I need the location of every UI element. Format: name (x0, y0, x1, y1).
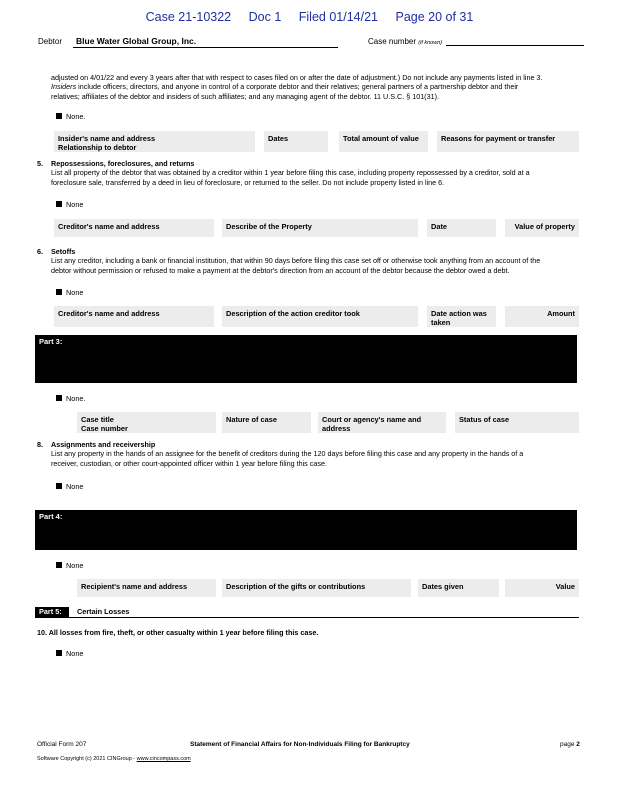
col-amount: Amount (505, 306, 579, 327)
col-insider-name: Insider's name and address Relationship to debtor (54, 131, 255, 152)
section-5-number: 5. (37, 159, 43, 168)
debtor-name: Blue Water Global Group, Inc. (73, 36, 338, 48)
part-3-none-checkbox[interactable]: None. (56, 394, 85, 403)
checkbox-checked-icon (56, 650, 62, 656)
col-date: Date (427, 219, 496, 237)
filed-date: Filed 01/14/21 (298, 10, 378, 24)
part-4-banner: Part 4: (35, 510, 577, 550)
col-action: Description of the action creditor took (222, 306, 418, 327)
col-dates-given: Dates given (418, 579, 499, 597)
section-6: Setoffs List any creditor, including a bank or financial institution, that within 90 days before filing this case set off or otherwise took anything from an account of the debtor without permission or refused to make a payment at the debtor's direction from an account of the debtor because the debtor owed a debt. (51, 247, 541, 275)
court-header (0, 10, 619, 24)
col-date-action: Date action was taken (427, 306, 496, 327)
case-id: Case 21-10322 (145, 10, 232, 24)
col-property: Describe of the Property (222, 219, 418, 237)
insider-none-checkbox[interactable]: None. (56, 112, 85, 121)
col-case-title: Case title Case number (77, 412, 216, 433)
part-3-banner: Part 3: (35, 335, 577, 383)
col-creditor-name: Creditor's name and address (54, 219, 214, 237)
section-8: Assignments and receivership List any property in the hands of an assignee for the benefit of creditors during the 120 days before filing this case and any property in the hands of a receiver, custodian, or other court-appointed officer within 1 year before filing this case. (51, 440, 524, 468)
part-5-title: Certain Losses (77, 607, 130, 616)
insider-text: adjusted on 4/01/22 and every 3 years after that with respect to cases filed on or after the date of adjustment.) Do not include any payments listed in line 3. Insiders include officers, directors, and anyone in control of a corporate debtor and their relatives; general partners of a partnership debtor and their relatives; affiliates of the debtor and insiders of such affiliates; and any managing agent of the debtor. 11 U.S.C. § 101(31). (51, 73, 543, 101)
section-6-none-checkbox[interactable]: None (56, 288, 83, 297)
footer-page: page 2 (560, 741, 580, 748)
checkbox-checked-icon (56, 483, 62, 489)
col-creditor-name-setoff: Creditor's name and address (54, 306, 214, 327)
section-5-none-checkbox[interactable]: None (56, 200, 83, 209)
part-5-rule (35, 617, 579, 618)
footer-title: Statement of Financial Affairs for Non-Individuals Filing for Bankruptcy (190, 741, 410, 748)
checkbox-checked-icon (56, 289, 62, 295)
col-reasons: Reasons for payment or transfer (437, 131, 579, 152)
checkbox-checked-icon (56, 201, 62, 207)
section-8-number: 8. (37, 440, 43, 449)
part-5-label: Part 5: (35, 607, 69, 617)
debtor-label: Debtor (38, 37, 63, 46)
col-value-property: Value of property (505, 219, 579, 237)
checkbox-checked-icon (56, 113, 62, 119)
checkbox-checked-icon (56, 562, 62, 568)
section-6-number: 6. (37, 247, 43, 256)
col-status-case: Status of case (455, 412, 579, 433)
col-nature-case: Nature of case (222, 412, 311, 433)
case-number-label: Case number (if known) (368, 37, 443, 46)
footer-form: Official Form 207 (37, 741, 87, 748)
section-5: Repossessions, foreclosures, and returns List all property of the debtor that was obtained by a creditor within 1 year before filing this case, including property repossessed by a creditor, sold at a foreclosure sale, transferred by a deed in lieu of foreclosure, or returned to the seller. Do not include property listed in line 6. (51, 159, 530, 187)
col-recipient: Recipient's name and address (77, 579, 216, 597)
doc-id: Doc 1 (248, 10, 282, 24)
part-4-none-checkbox[interactable]: None (56, 561, 83, 570)
section-10-title: 10. All losses from fire, theft, or other casualty within 1 year before filing this case. (37, 628, 319, 637)
copyright-link[interactable]: www.cincompass.com (136, 756, 191, 762)
col-total-value: Total amount of value (339, 131, 428, 152)
checkbox-checked-icon (56, 395, 62, 401)
col-dates: Dates (264, 131, 328, 152)
section-10-none-checkbox[interactable]: None (56, 649, 83, 658)
col-gifts: Description of the gifts or contributions (222, 579, 411, 597)
section-8-none-checkbox[interactable]: None (56, 482, 83, 491)
col-court-name: Court or agency's name and address (318, 412, 446, 433)
case-number-field (446, 45, 584, 46)
page-count: Page 20 of 31 (395, 10, 474, 24)
footer-copyright: Software Copyright (c) 2021 CINGroup - www.cincompass.com (37, 756, 191, 762)
col-value: Value (505, 579, 579, 597)
